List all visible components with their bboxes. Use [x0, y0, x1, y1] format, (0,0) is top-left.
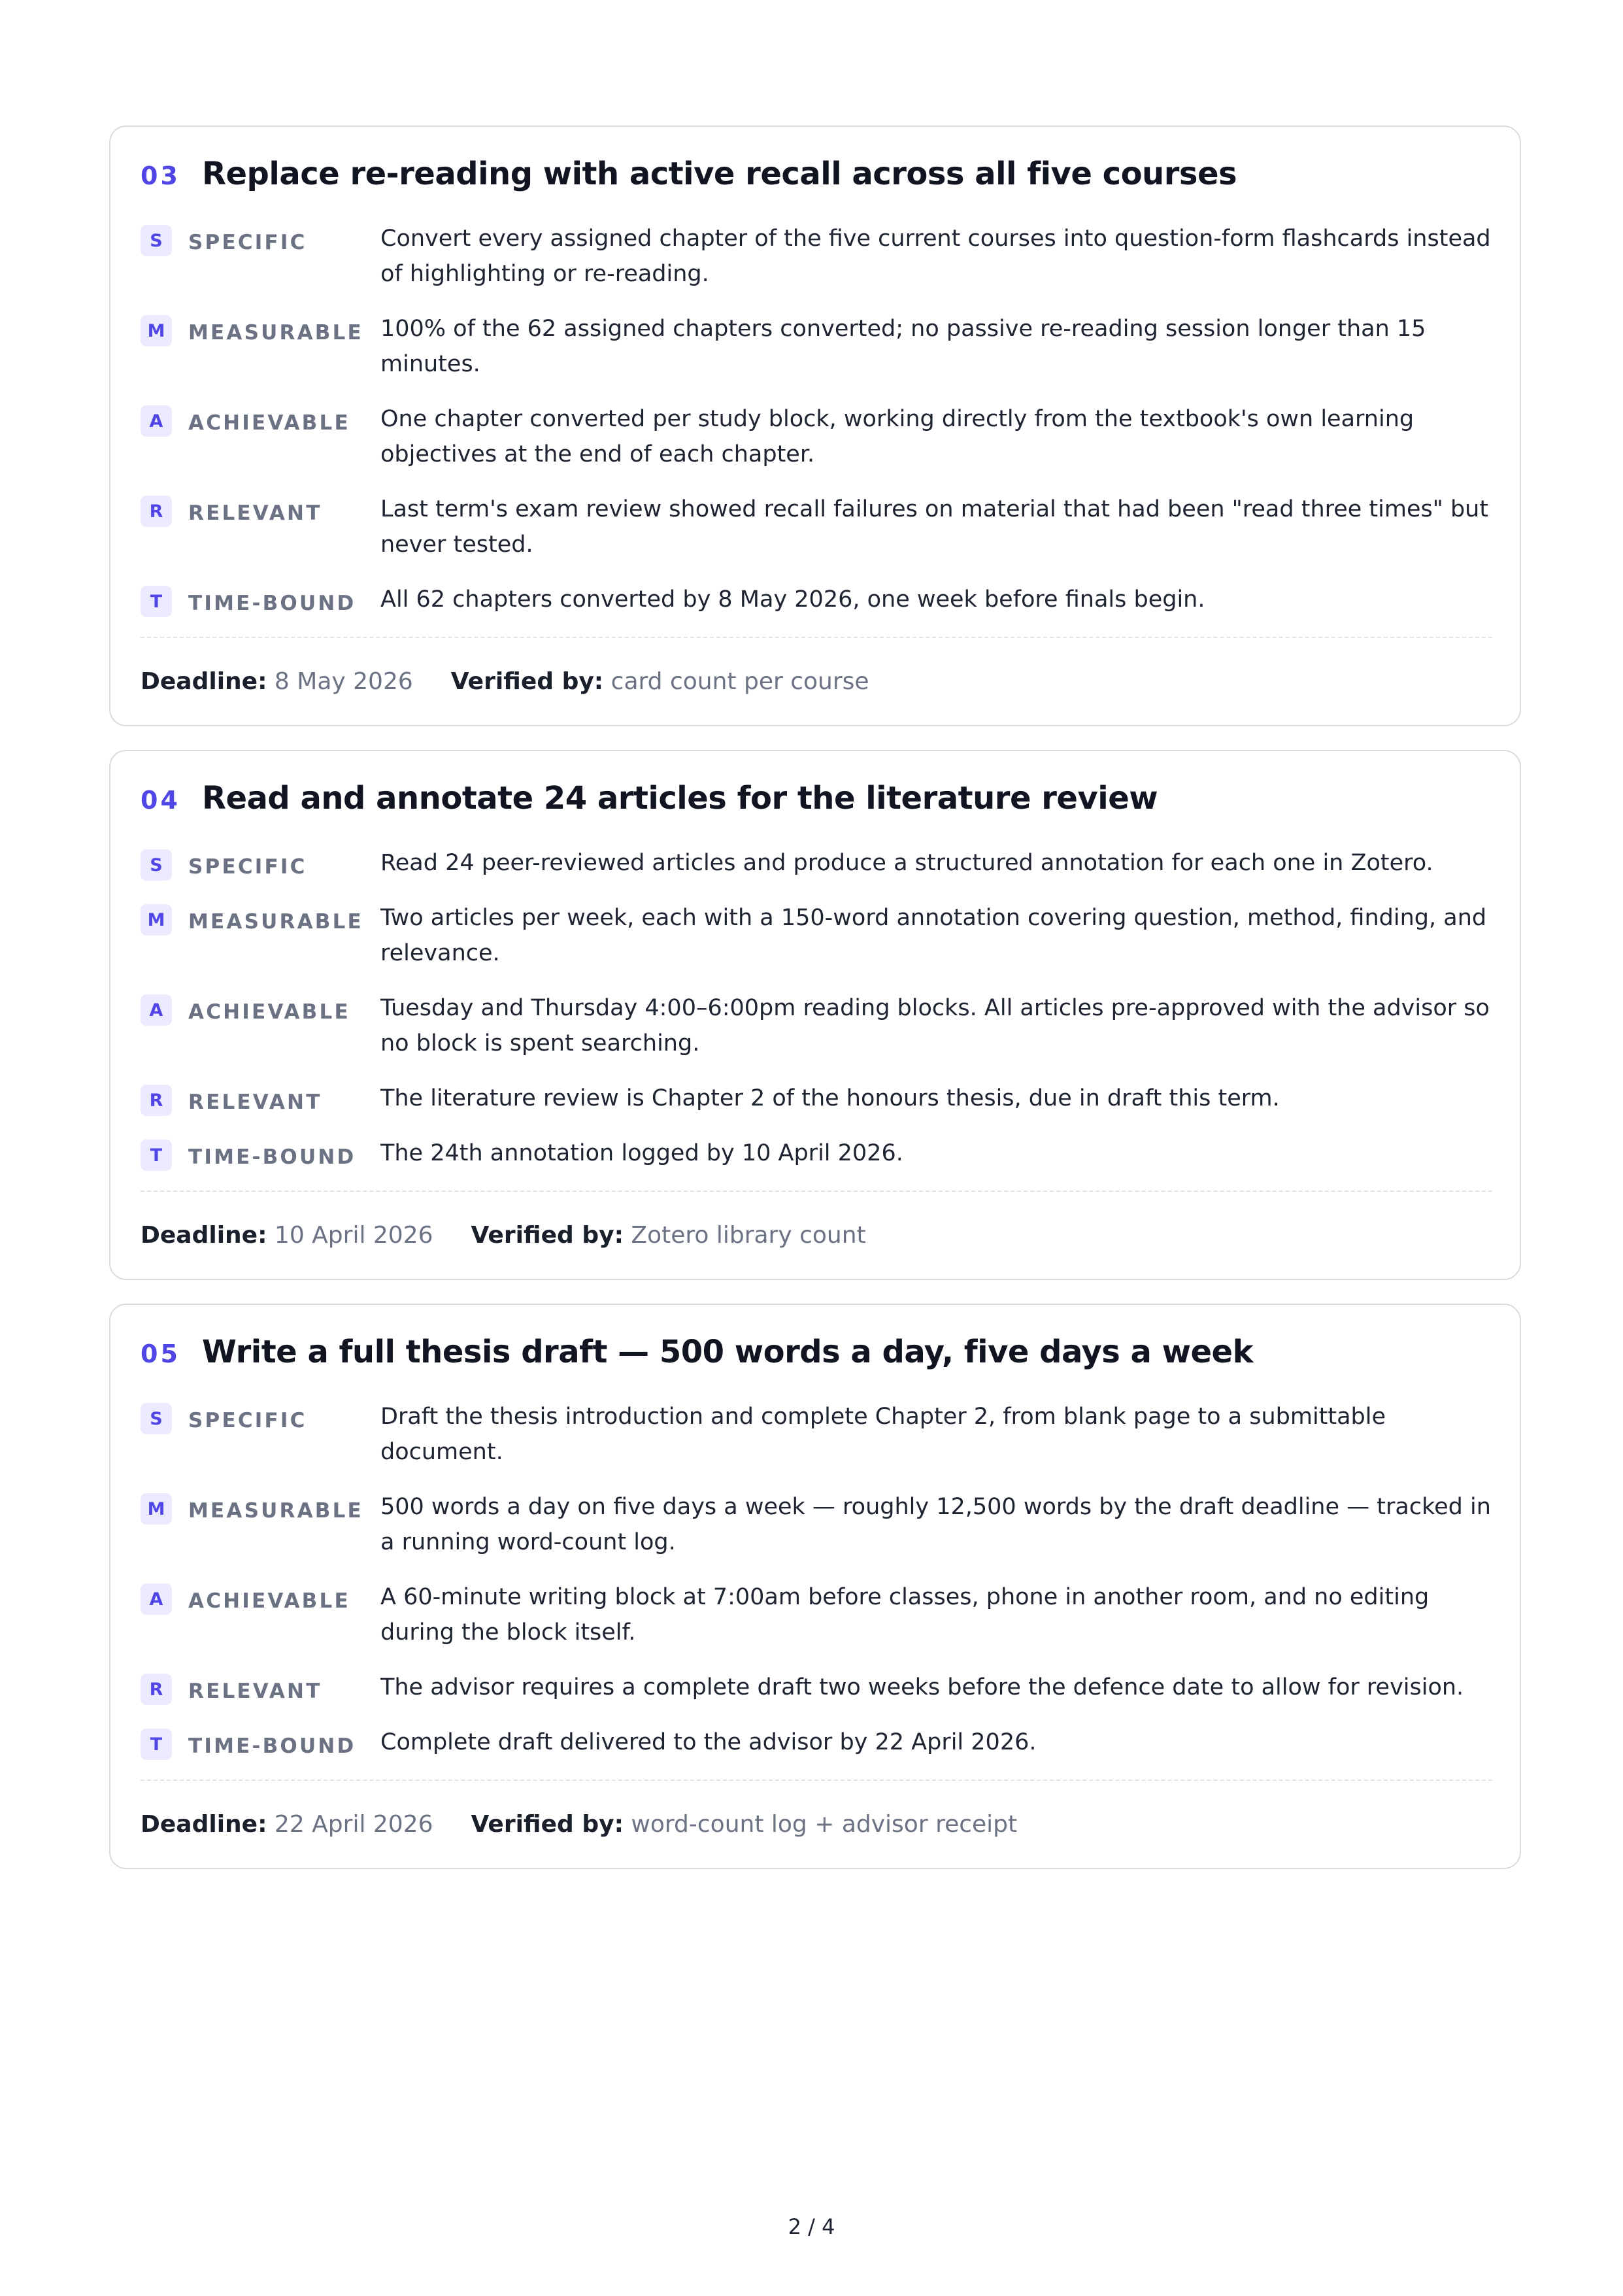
- criterion-row-time-bound: [141, 582, 1491, 617]
- criterion-letter-badge: S: [141, 1403, 172, 1434]
- deadline-value: 8 May 2026: [267, 668, 413, 695]
- criterion-row-time-bound: [141, 1136, 1491, 1171]
- goal-header: [141, 156, 1491, 205]
- criterion-letter-badge: R: [141, 496, 172, 527]
- criterion-text: Read 24 peer-reviewed articles and produce a structured annotation for each one in Zotero.: [380, 850, 1433, 876]
- criterion-label: TIME-BOUND: [188, 592, 356, 615]
- criterion-letter-badge: T: [141, 586, 172, 617]
- criterion-row-relevant: [141, 492, 1491, 562]
- goal-number: 05: [141, 1340, 180, 1368]
- criterion-text: The advisor requires a complete draft two weeks before the defence date to allow for revision.: [380, 1674, 1464, 1700]
- deadline-label: Deadline:: [141, 668, 267, 695]
- criterion-row-measurable: [141, 1489, 1491, 1560]
- criterion-letter-badge: S: [141, 849, 172, 881]
- smart-criteria: [141, 205, 1491, 617]
- deadline-label: Deadline:: [141, 1222, 267, 1249]
- criterion-label: SPECIFIC: [188, 231, 307, 254]
- criterion-text: Convert every assigned chapter of the five current courses into question-form flashcards instead of highlighting or re-reading.: [380, 226, 1491, 287]
- criterion-row-time-bound: [141, 1725, 1491, 1760]
- criterion-letter-badge: M: [141, 904, 172, 936]
- smart-criteria: [141, 830, 1491, 1171]
- criterion-letter-badge: R: [141, 1674, 172, 1705]
- criterion-text: Tuesday and Thursday 4:00–6:00pm reading blocks. All articles pre-approved with the advisor so no block is spent searching.: [380, 995, 1490, 1056]
- criterion-row-achievable: [141, 401, 1491, 472]
- smart-criteria: [141, 1383, 1491, 1760]
- deadline-value: 10 April 2026: [267, 1222, 433, 1249]
- criterion-text: Last term's exam review showed recall failures on material that had been "read three times" but never tested.: [380, 496, 1489, 558]
- criterion-letter-badge: T: [141, 1729, 172, 1760]
- criterion-text: 100% of the 62 assigned chapters converted; no passive re-reading session longer than 15 minutes.: [380, 316, 1426, 377]
- criterion-row-specific: [141, 845, 1491, 881]
- criterion-label: ACHIEVABLE: [188, 1589, 350, 1613]
- criterion-row-achievable: [141, 1579, 1491, 1650]
- criterion-row-measurable: [141, 311, 1491, 382]
- criterion-row-relevant: [141, 1670, 1491, 1705]
- criterion-text: 500 words a day on five days a week — roughly 12,500 words by the draft deadline — tracked in a running word-count log.: [380, 1494, 1491, 1555]
- criterion-label: RELEVANT: [188, 1090, 322, 1114]
- criterion-label: ACHIEVABLE: [188, 1000, 350, 1024]
- verified-label: Verified by:: [450, 668, 604, 695]
- criterion-row-specific: [141, 1399, 1491, 1470]
- criterion-text: All 62 chapters converted by 8 May 2026, one week before finals begin.: [380, 586, 1205, 613]
- criterion-label: RELEVANT: [188, 1680, 322, 1703]
- criterion-letter-badge: A: [141, 405, 172, 437]
- goal-card: [109, 1304, 1521, 1869]
- criterion-text: The 24th annotation logged by 10 April 2026.: [380, 1140, 903, 1166]
- criterion-row-measurable: [141, 900, 1491, 971]
- criterion-letter-badge: R: [141, 1085, 172, 1116]
- criterion-letter-badge: M: [141, 315, 172, 346]
- criterion-label: TIME-BOUND: [188, 1145, 356, 1169]
- goal-footer: [141, 1192, 1491, 1279]
- criterion-row-achievable: [141, 990, 1491, 1061]
- criterion-text: Two articles per week, each with a 150-word annotation covering question, method, finding, and relevance.: [380, 905, 1487, 966]
- criterion-text: Draft the thesis introduction and complete Chapter 2, from blank page to a submittable document.: [380, 1404, 1386, 1465]
- verified-value: card count per course: [603, 668, 869, 695]
- goal-footer: [141, 1781, 1491, 1868]
- criterion-text: Complete draft delivered to the advisor by 22 April 2026.: [380, 1729, 1037, 1755]
- criterion-label: MEASURABLE: [188, 910, 363, 934]
- criterion-letter-badge: T: [141, 1140, 172, 1171]
- criterion-row-relevant: [141, 1081, 1491, 1116]
- goal-title: Replace re-reading with active recall across all five courses: [202, 156, 1237, 192]
- goal-card: [109, 126, 1521, 726]
- criterion-label: TIME-BOUND: [188, 1734, 356, 1758]
- criterion-letter-badge: A: [141, 994, 172, 1026]
- goal-card: [109, 750, 1521, 1280]
- criterion-label: MEASURABLE: [188, 321, 363, 345]
- goal-list: [109, 126, 1521, 1893]
- criterion-letter-badge: S: [141, 225, 172, 256]
- goal-title: Write a full thesis draft — 500 words a day, five days a week: [202, 1334, 1253, 1370]
- goal-title: Read and annotate 24 articles for the literature review: [202, 780, 1158, 817]
- criterion-row-specific: [141, 221, 1491, 292]
- criterion-letter-badge: M: [141, 1493, 172, 1525]
- goal-header: [141, 1334, 1491, 1383]
- goal-header: [141, 780, 1491, 830]
- criterion-text: A 60-minute writing block at 7:00am before classes, phone in another room, and no editing during the block itself.: [380, 1584, 1430, 1646]
- deadline-label: Deadline:: [141, 1811, 267, 1838]
- criterion-label: ACHIEVABLE: [188, 411, 350, 435]
- page-number: 2 / 4: [788, 2214, 835, 2239]
- goal-footer: [141, 638, 1491, 725]
- criterion-label: SPECIFIC: [188, 855, 307, 879]
- criterion-label: SPECIFIC: [188, 1409, 307, 1432]
- goal-number: 03: [141, 161, 180, 190]
- verified-label: Verified by:: [471, 1811, 624, 1838]
- criterion-label: RELEVANT: [188, 501, 322, 525]
- criterion-label: MEASURABLE: [188, 1499, 363, 1523]
- deadline-value: 22 April 2026: [267, 1811, 433, 1838]
- goal-number: 04: [141, 786, 180, 815]
- verified-value: Zotero library count: [623, 1222, 866, 1249]
- verified-value: word-count log + advisor receipt: [623, 1811, 1018, 1838]
- verified-label: Verified by:: [471, 1222, 624, 1249]
- criterion-text: One chapter converted per study block, working directly from the textbook's own learning objectives at the end of each chapter.: [380, 406, 1414, 467]
- criterion-text: The literature review is Chapter 2 of the honours thesis, due in draft this term.: [380, 1085, 1280, 1111]
- criterion-letter-badge: A: [141, 1583, 172, 1615]
